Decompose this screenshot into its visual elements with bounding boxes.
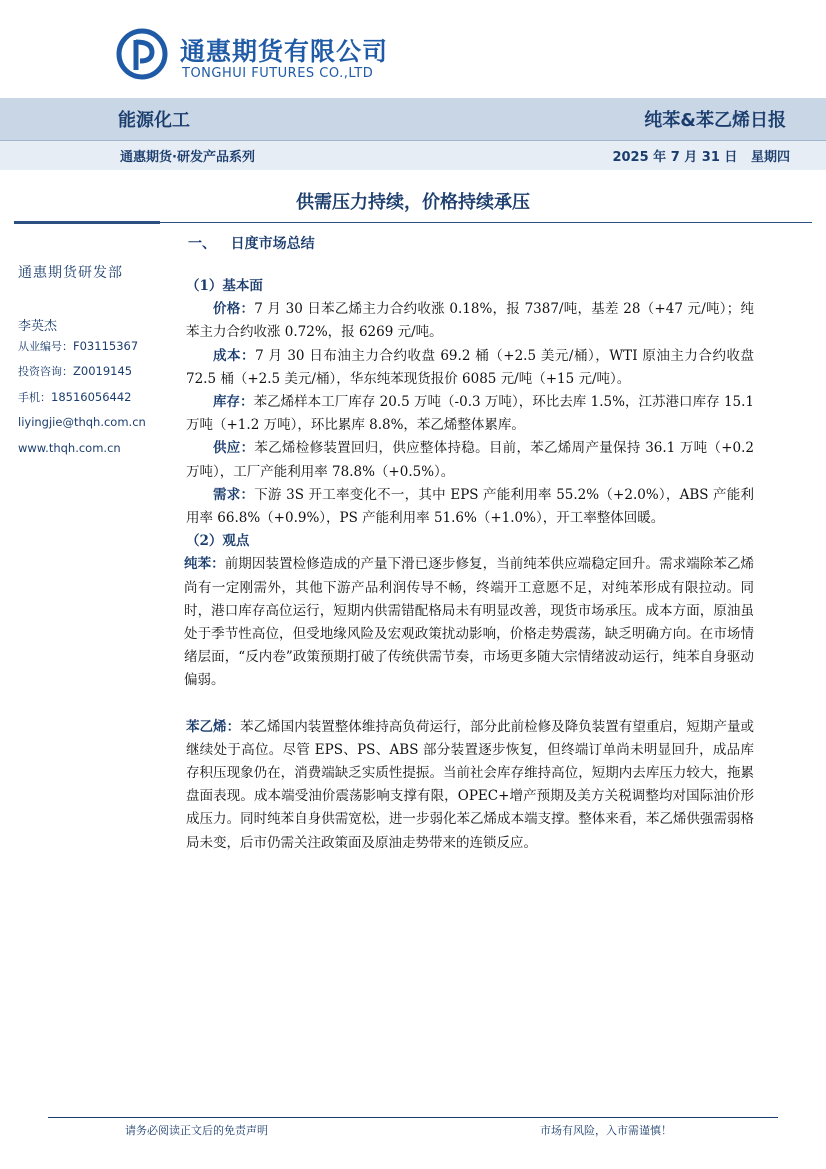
section-title: 一、 日度市场总结 — [188, 236, 315, 252]
subsection-fundamentals: （1）基本面 — [186, 278, 263, 294]
sidebar-dept: 通惠期货研发部 — [18, 265, 123, 281]
report-title: 纯苯&苯乙烯日报 — [644, 110, 786, 131]
sidebar-phone-row: 手机：18516056442 — [18, 390, 132, 404]
company-name-cn: 通惠期货有限公司 — [180, 37, 389, 66]
series-label: 通惠期货·研发产品系列 — [120, 150, 255, 165]
para-demand: 需求：下游 3S 开工率变化不一，其中 EPS 产能利用率 55.2%（+2.0%），ABS 产能利用率 66.8%（+0.9%），PS 产能利用率 51.6%（+1.0%），开工率整体回暖。 — [186, 486, 754, 527]
company-logo-icon — [116, 28, 168, 80]
para-price: 价格：7 月 30 日苯乙烯主力合约收涨 0.18%，报 7387/吨，基差 28（+47 元/吨）；纯苯主力合约收涨 0.72%，报 6269 元/吨。 — [186, 301, 754, 341]
footer-disclaimer: 请务必阅读正文后的免责声明 — [125, 1124, 268, 1137]
para-styrene: 苯乙烯：苯乙烯国内装置整体维持高负荷运行，部分此前检修及降负装置有望重启，短期产量或继续处于高位。尽管 EPS、PS、ABS 部分装置逐步恢复，但终端订单尚未明显回升，成品库存积压现象仍在，消费端缺乏实质性提振。当前社会库存维持高位，短期内去库压力较大，拖累盘面表现。成本端受油价震荡影响支撑有限，OPEC+增产预期及美方关税调整均对国际油价形成压力。同时纯苯自身供需宽松，进一步弱化苯乙烯成本端支撑。整体来看，苯乙烯供强需弱格局未变，后市仍需关注政策面及原油走势带来的连锁反应。 — [186, 718, 755, 851]
para-benzene: 纯苯：前期因装置检修造成的产量下滑已逐步修复，当前纯苯供应端稳定回升。需求端除苯乙烯尚有一定刚需外，其他下游产品利润传导不畅，终端开工意愿不足，对纯苯形成有限拉动。同时，港口库存高位运行，短期内供需错配格局未有明显改善，现货市场承压。成本方面，原油虽处于季节性高位，但受地缘风险及宏观政策扰动影响，价格走势震荡，缺乏明确方向。在市场情绪层面，“反内卷”政策预期打破了传统供需节奏，市场更多随大宗情绪波动运行，纯苯自身驱动偏弱。 — [184, 556, 755, 689]
footer-risk-note: 市场有风险，入市需谨慎！ — [540, 1124, 672, 1137]
footer-divider — [48, 1117, 778, 1118]
headline-rule-right — [160, 222, 812, 223]
sidebar-consult-row: 投资咨询：Z0019145 — [18, 364, 133, 378]
sidebar-email[interactable]: liyingjie@thqh.com.cn — [18, 415, 146, 429]
report-date: 2025 年 7 月 31 日 星期四 — [612, 150, 790, 165]
para-cost: 成本：7 月 30 日布油主力合约收盘 69.2 桶（+2.5 美元/桶），WTI 原油主力合约收盘 72.5 桶（+2.5 美元/桶），华东纯苯现货报价 6085 元/吨（+15 元/吨）。 — [186, 347, 755, 387]
subsection-view: （2）观点 — [186, 533, 250, 550]
para-inventory: 库存：苯乙烯样本工厂库存 20.5 万吨（-0.3 万吨），环比去库 1.5%，江苏港口库存 15.1 万吨（+1.2 万吨），环比累库 8.8%，苯乙烯整体累库。 — [186, 394, 755, 434]
sector-label: 能源化工 — [118, 110, 190, 131]
company-name-en: TONGHUI FUTURES CO.,LTD — [182, 66, 374, 81]
sidebar-license-row: 从业编号：F03115367 — [18, 339, 139, 353]
page-headline: 供需压力持续，价格持续承压 — [296, 192, 530, 213]
sidebar-website[interactable]: www.thqh.com.cn — [18, 441, 121, 455]
sidebar-analyst: 李英杰 — [18, 319, 58, 334]
para-supply: 供应：苯乙烯检修装置回归，供应整体持稳。目前，苯乙烯周产量保持 36.1 万吨（+0.2 万吨），工厂产能利用率 78.8%（+0.5%）。 — [186, 440, 755, 480]
headline-rule-left — [14, 221, 160, 224]
report-body — [186, 275, 754, 855]
header-divider — [0, 140, 826, 141]
